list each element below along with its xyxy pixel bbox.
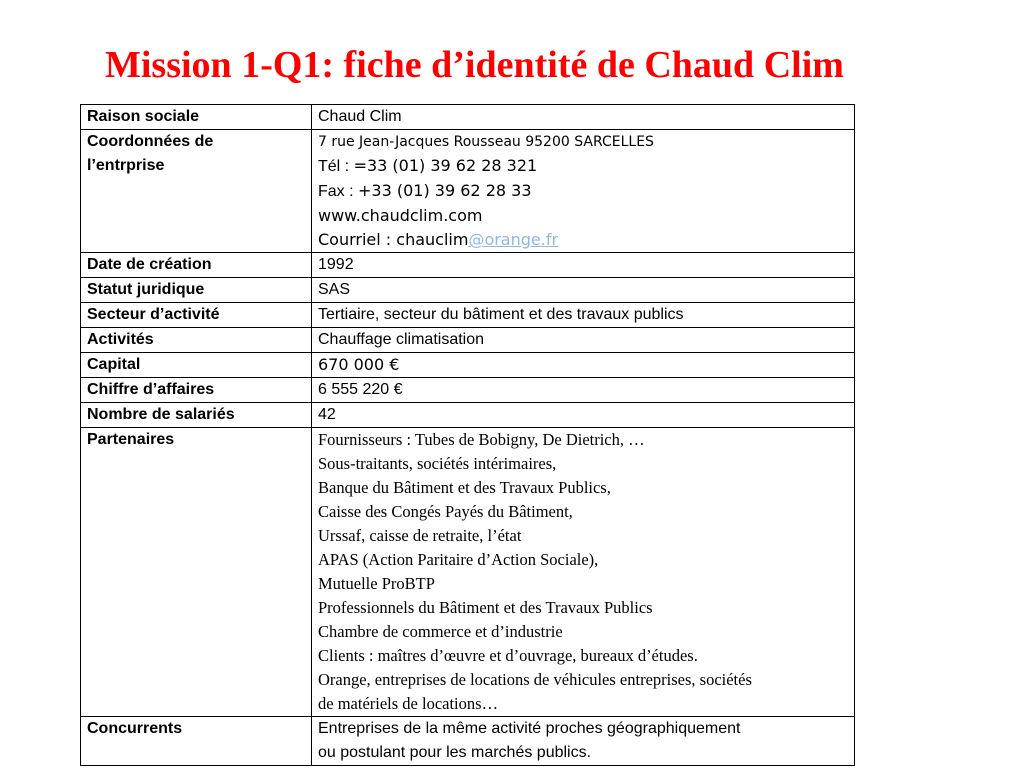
table-row-date-creation (81, 253, 855, 278)
fax-number: +33 (01) 39 62 28 33 (358, 181, 532, 200)
table-row-capital (81, 353, 855, 378)
phone-line (318, 154, 848, 179)
row-value (312, 717, 855, 766)
row-value: 42 (312, 403, 855, 428)
row-value: Chauffage climatisation (312, 328, 855, 353)
fax-prefix: Fax : (318, 183, 359, 200)
address-text: 7 rue Jean-Jacques Rousseau 95200 SARCELLES (318, 134, 654, 150)
partner-line: Mutuelle ProBTP (318, 574, 435, 593)
table-row-concurrents (81, 717, 855, 766)
row-value: Chaud Clim (312, 105, 855, 130)
row-label: Raison sociale (81, 105, 312, 130)
partner-line: Urssaf, caisse de retraite, l’état (318, 526, 522, 545)
row-value: 670 000 € (312, 353, 855, 378)
fax-line (318, 179, 848, 204)
competitor-line: Entreprises de la même activité proches géographiquement (318, 720, 741, 737)
label-line: Coordonnées de (87, 133, 214, 150)
partner-line: de matériels de locations… (318, 694, 499, 713)
phone-prefix: Tél : (318, 158, 354, 175)
row-label: Partenaires (81, 428, 312, 717)
table-row-raison-sociale (81, 105, 855, 130)
table-row-activites (81, 328, 855, 353)
partner-line: APAS (Action Paritaire d’Action Sociale), (318, 550, 599, 569)
partner-line: Banque du Bâtiment et des Travaux Publics, (318, 478, 611, 497)
row-label: Activités (81, 328, 312, 353)
table-row-nombre-salaries (81, 403, 855, 428)
email-link[interactable]: @orange.fr (468, 230, 559, 249)
table-row-secteur-activite (81, 303, 855, 328)
page-title: Mission 1-Q1: fiche d’identité de Chaud Clim (105, 44, 844, 86)
table-row-statut-juridique (81, 278, 855, 303)
row-value (312, 428, 855, 717)
row-label (81, 130, 312, 253)
table-row-partenaires (81, 428, 855, 717)
partner-line: Fournisseurs : Tubes de Bobigny, De Dietrich, … (318, 430, 645, 449)
row-value: 6 555 220 € (312, 378, 855, 403)
row-label: Date de création (81, 253, 312, 278)
table-row-coordonnees (81, 130, 855, 253)
row-label: Nombre de salariés (81, 403, 312, 428)
competitor-line: ou postulant pour les marchés publics. (318, 744, 592, 761)
email-line (318, 228, 848, 252)
row-value (312, 130, 855, 253)
phone-number: =33 (01) 39 62 28 321 (353, 156, 538, 175)
partner-line: Chambre de commerce et d’industrie (318, 622, 563, 641)
row-label: Capital (81, 353, 312, 378)
partner-line: Caisse des Congés Payés du Bâtiment, (318, 502, 573, 521)
label-line: l’entrprise (87, 157, 165, 174)
row-value: SAS (312, 278, 855, 303)
email-prefix: Courriel : chauclim (318, 230, 469, 249)
identity-table (80, 104, 855, 766)
partner-line: Sous-traitants, sociétés intérimaires, (318, 454, 557, 473)
partner-line: Orange, entreprises de locations de véhicules entreprises, sociétés (318, 670, 752, 689)
row-value: Tertiaire, secteur du bâtiment et des travaux publics (312, 303, 855, 328)
row-value: 1992 (312, 253, 855, 278)
partner-line: Professionnels du Bâtiment et des Travaux Publics (318, 598, 653, 617)
row-label: Chiffre d’affaires (81, 378, 312, 403)
partner-line: Clients : maîtres d’œuvre et d’ouvrage, bureaux d’études. (318, 646, 698, 665)
website-text: www.chaudclim.com (318, 206, 483, 225)
row-label: Concurrents (81, 717, 312, 766)
table-row-chiffre-affaires (81, 378, 855, 403)
row-label: Statut juridique (81, 278, 312, 303)
row-label: Secteur d’activité (81, 303, 312, 328)
